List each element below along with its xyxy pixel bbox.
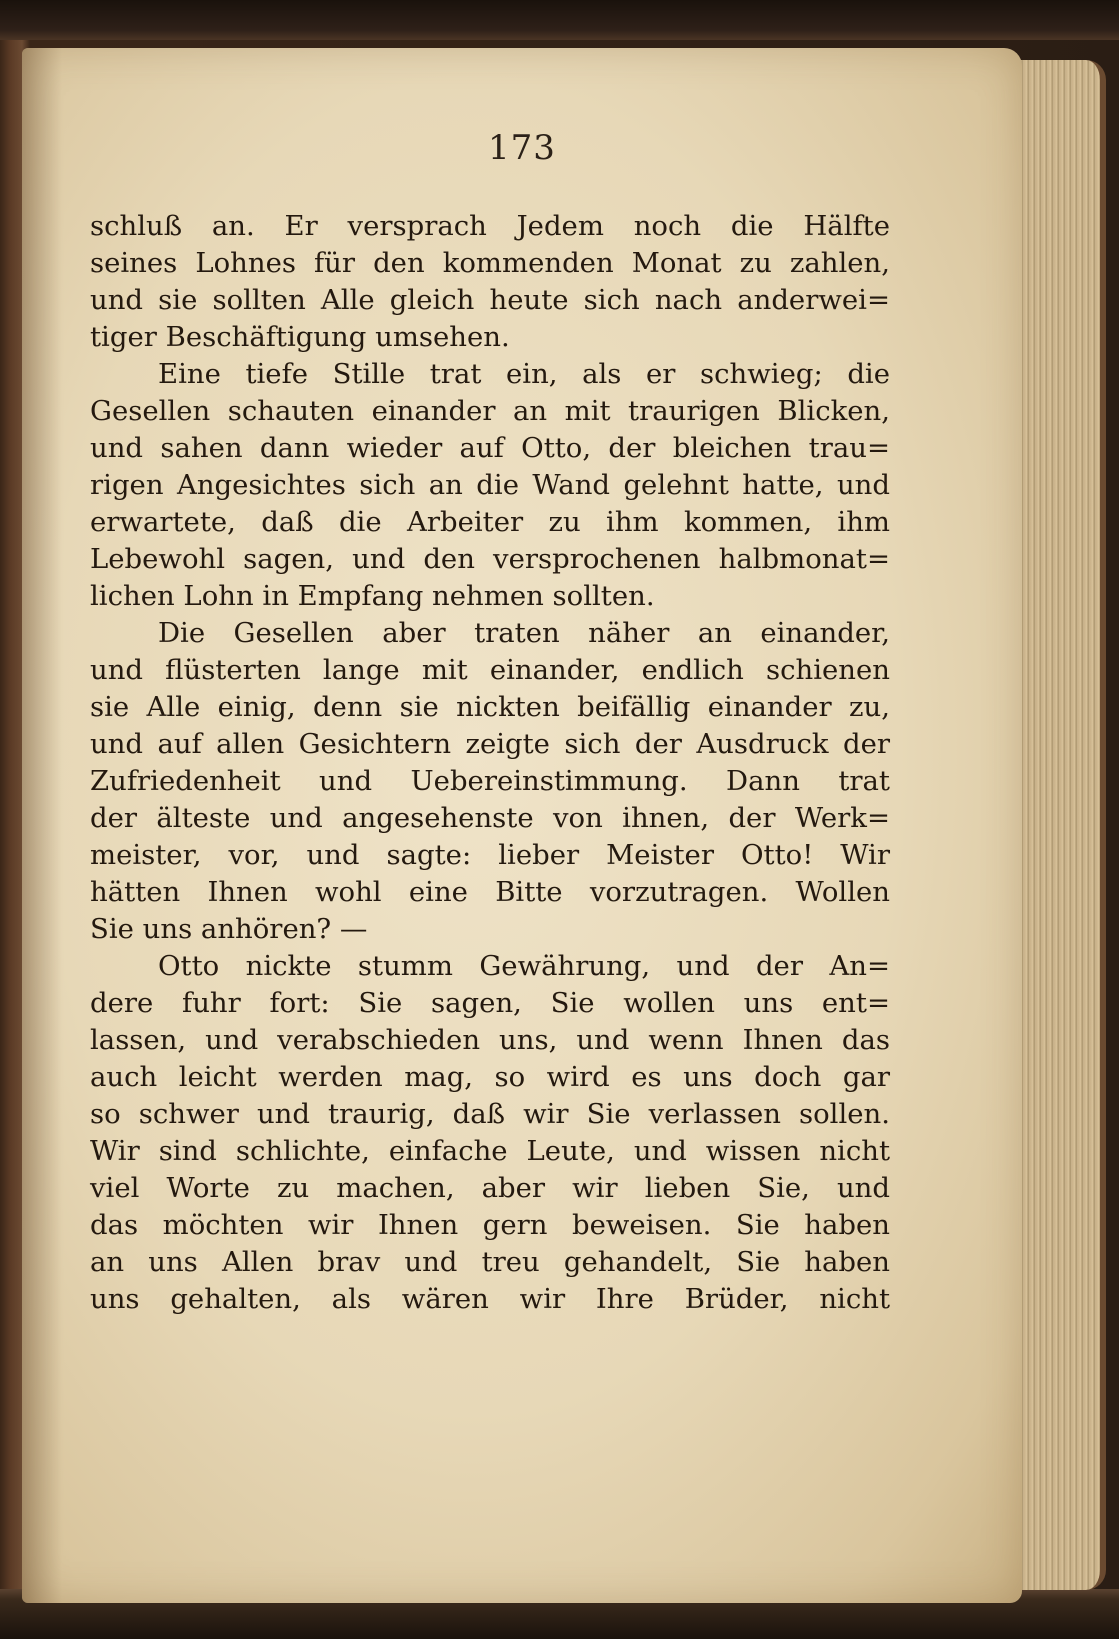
text-line: Otto nickte stumm Gewährung, und der An=	[158, 950, 890, 982]
book-page	[22, 48, 1022, 1603]
text-line: Wir sind schlichte, einfache Leute, und wissen nicht	[90, 1135, 890, 1167]
text-line: das möchten wir Ihnen gern beweisen. Sie haben	[90, 1209, 890, 1241]
text-line: meister, vor, und sagte: lieber Meister Otto! Wir	[90, 839, 890, 871]
text-line: erwartete, daß die Arbeiter zu ihm kommen, ihm	[90, 506, 890, 538]
text-line: auch leicht werden mag, so wird es uns doch gar	[90, 1061, 890, 1093]
text-line: lassen, und verabschieden uns, und wenn Ihnen das	[90, 1024, 890, 1056]
text-line: dere fuhr fort: Sie sagen, Sie wollen uns ent=	[90, 987, 890, 1019]
text-line: und sahen dann wieder auf Otto, der bleichen trau=	[90, 432, 890, 464]
text-line: so schwer und traurig, daß wir Sie verlassen sollen.	[90, 1098, 890, 1130]
page-text	[90, 208, 890, 1318]
text-line: Sie uns anhören? —	[90, 913, 368, 945]
text-line: Gesellen schauten einander an mit traurigen Blicken,	[90, 395, 890, 427]
page-number: 173	[488, 128, 556, 168]
book-top-edge	[0, 0, 1119, 40]
text-line: lichen Lohn in Empfang nehmen sollten.	[90, 580, 655, 612]
text-line: Die Gesellen aber traten näher an einander,	[158, 617, 890, 649]
text-line: sie Alle einig, denn sie nickten beifällig einander zu,	[90, 691, 890, 723]
text-line: Zufriedenheit und Uebereinstimmung. Dann trat	[90, 765, 890, 797]
text-line: und auf allen Gesichtern zeigte sich der Ausdruck der	[90, 728, 890, 760]
text-line: und sie sollten Alle gleich heute sich nach anderwei=	[90, 284, 890, 316]
text-line: rigen Angesichtes sich an die Wand gelehnt hatte, und	[90, 469, 890, 501]
text-line: uns gehalten, als wären wir Ihre Brüder, nicht	[90, 1283, 890, 1315]
text-line: tiger Beschäftigung umsehen.	[90, 321, 510, 353]
text-line: der älteste und angesehenste von ihnen, der Werk=	[90, 802, 890, 834]
text-line: und flüsterten lange mit einander, endlich schienen	[90, 654, 890, 686]
text-line: schluß an. Er versprach Jedem noch die Hälfte	[90, 210, 890, 242]
text-line: hätten Ihnen wohl eine Bitte vorzutragen. Wollen	[90, 876, 890, 908]
spine-shadow	[22, 48, 62, 1603]
text-line: Lebewohl sagen, und den versprochenen halbmonat=	[90, 543, 890, 575]
text-line: seines Lohnes für den kommenden Monat zu zahlen,	[90, 247, 890, 279]
text-line: viel Worte zu machen, aber wir lieben Sie, und	[90, 1172, 890, 1204]
text-line: Eine tiefe Stille trat ein, als er schwieg; die	[158, 358, 890, 390]
text-line: an uns Allen brav und treu gehandelt, Sie haben	[90, 1246, 890, 1278]
